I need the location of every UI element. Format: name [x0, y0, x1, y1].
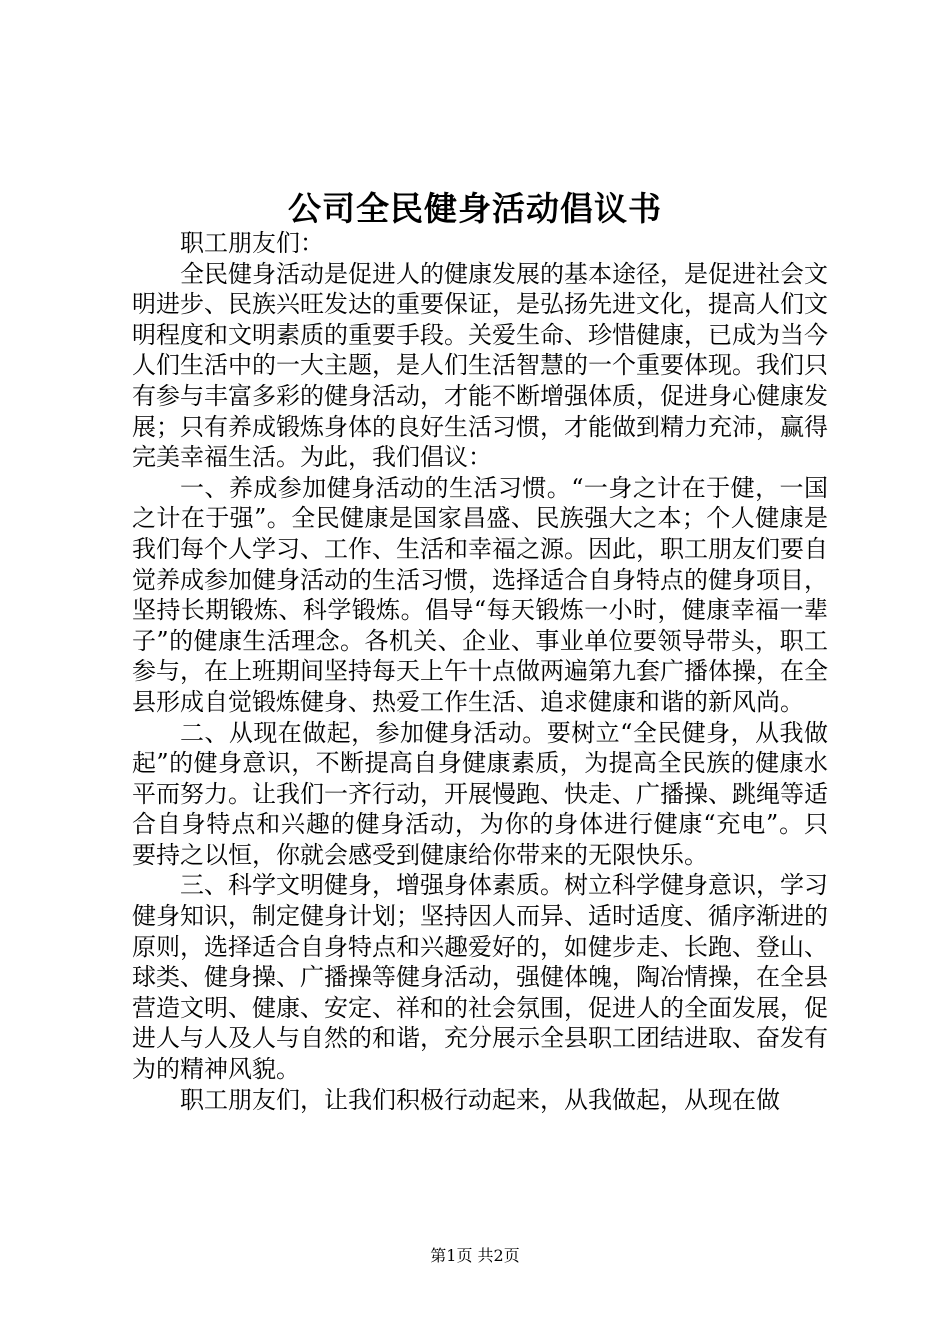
salutation: 职工朋友们： — [180, 229, 324, 257]
document-title: 公司全民健身活动倡议书 — [288, 189, 662, 228]
page-number-footer: 第1页 共2页 — [430, 1246, 520, 1265]
document-body — [132, 228, 828, 1115]
paragraph-intro: 全民健身活动是促进人的健康发展的基本途径，是促进社会文明进步、民族兴旺发达的重要保证，是弘扬先进文化，提高人们文明程度和文明素质的重要手段。关爱生命、珍惜健康，已成为当今人们生活中的一大主题，是人们生活智慧的一个重要体现。我们只有参与丰富多彩的健身活动，才能不断增强体质，促进身心健康发展；只有养成锻炼身体的良好生活习惯，才能做到精力充沛，赢得完美幸福生活。为此，我们倡议： — [132, 259, 828, 472]
paragraph-point-3: 三、科学文明健身，增强身体素质。树立科学健身意识，学习健身知识，制定健身计划；坚持因人而异、适时适度、循序渐进的原则，选择适合自身特点和兴趣爱好的，如健步走、长跑、登山、球类、健身操、广播操等健身活动，强健体魄，陶冶情操，在全县营造文明、健康、安定、祥和的社会氛围，促进人的全面发展，促进人与人及人与自然的和谐，充分展示全县职工团结进取、奋发有为的精神风貌。 — [132, 871, 828, 1084]
paragraph-point-1: 一、养成参加健身活动的生活习惯。“一身之计在于健，一国之计在于强”。全民健康是国家昌盛、民族强大之本；个人健康是我们每个人学习、工作、生活和幸福之源。因此，职工朋友们要自觉养成参加健身活动的生活习惯，选择适合自身特点的健身项目，坚持长期锻炼、科学锻炼。倡导“每天锻炼一小时，健康幸福一辈子”的健康生活理念。各机关、企业、事业单位要领导带头，职工参与，在上班期间坚持每天上午十点做两遍第九套广播体操，在全县形成自觉锻炼健身、热爱工作生活、追求健康和谐的新风尚。 — [132, 473, 828, 716]
paragraph-closing: 职工朋友们，让我们积极行动起来，从我做起，从现在做 — [180, 1085, 780, 1114]
paragraph-point-2: 二、从现在做起，参加健身活动。要树立“全民健身，从我做起”的健身意识，不断提高自身健康素质，为提高全民族的健康水平而努力。让我们一齐行动，开展慢跑、快走、广播操、跳绳等适合自身特点和兴趣的健身活动，为你的身体进行健康“充电”。只要持之以恒，你就会感受到健康给你带来的无限快乐。 — [132, 718, 828, 869]
